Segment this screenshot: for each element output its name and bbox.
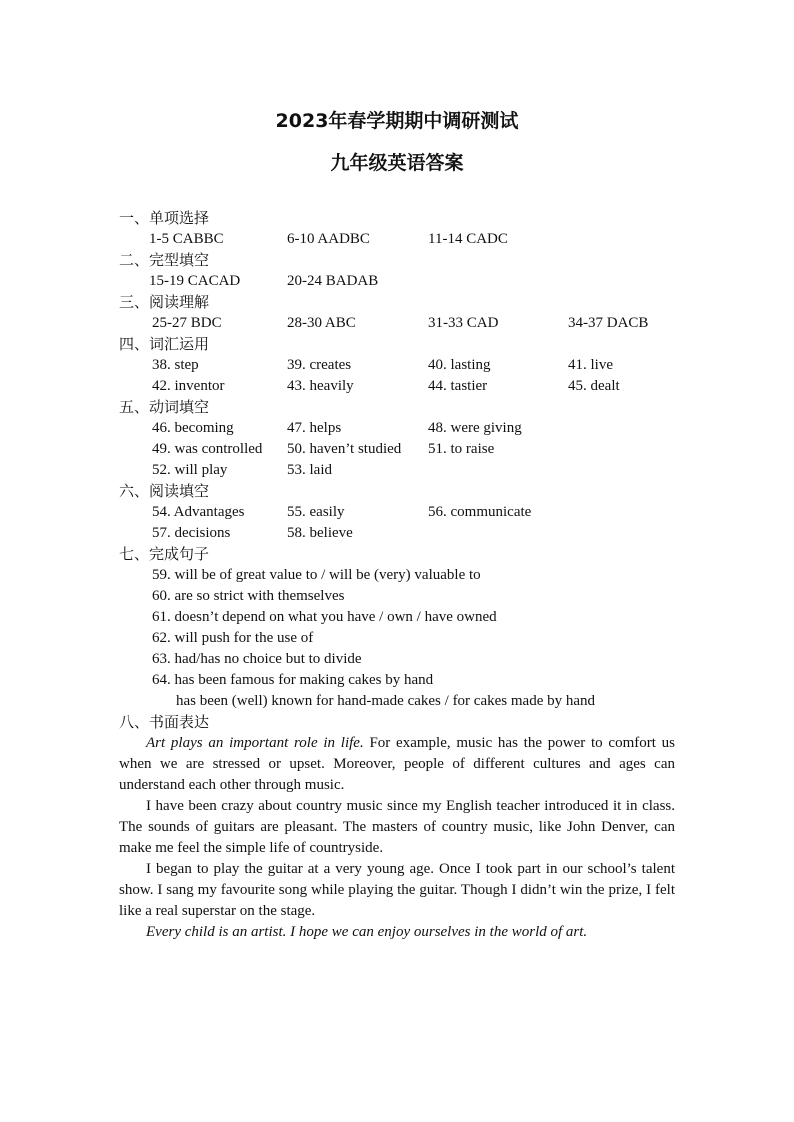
answer-item: 15-19 CACAD [149, 273, 241, 289]
answer-item: 50. haven’t studied [287, 441, 402, 457]
essay-paragraph-1-text: For example, music has the power to comfort us when we are stressed or upset. Moreover, people of different cultures and ages can understand each other through music. [119, 735, 675, 793]
answer-row [119, 355, 675, 376]
answer-key [119, 208, 675, 943]
sentence-answer: 62. will push for the use of [152, 630, 314, 646]
answer-item: 38. step [152, 357, 199, 373]
answer-item: 51. to raise [428, 441, 495, 457]
answer-row [119, 502, 675, 523]
answer-item: 46. becoming [152, 420, 234, 436]
answer-item: 34-37 DACB [568, 315, 649, 331]
answer-item: 41. live [568, 357, 613, 373]
answer-item: 56. communicate [428, 504, 532, 520]
section-heading-cloze: 二、完型填空 [119, 251, 210, 269]
section-heading-verb-fill: 五、动词填空 [119, 398, 210, 416]
page-title: 2023年春学期期中调研测试 [275, 110, 519, 132]
answer-item: 6-10 AADBC [287, 231, 370, 247]
answer-item: 28-30 ABC [287, 315, 356, 331]
section-heading-sentence-completion: 七、完成句子 [119, 545, 210, 563]
answer-row [119, 271, 675, 292]
answer-item: 43. heavily [287, 378, 354, 394]
answer-item: 55. easily [287, 504, 345, 520]
answer-row [119, 313, 675, 334]
answer-item: 49. was controlled [152, 441, 263, 457]
answer-row [119, 229, 675, 250]
essay-topic-sentence: Art plays an important role in life. [146, 735, 364, 751]
answer-item: 52. will play [152, 462, 228, 478]
sentence-answer-alternative: has been (well) known for hand-made cakes / for cakes made by hand [176, 693, 596, 709]
answer-item: 25-27 BDC [152, 315, 222, 331]
answer-row [119, 418, 675, 439]
answer-item: 57. decisions [152, 525, 231, 541]
section-heading-vocabulary: 四、词汇运用 [119, 335, 210, 353]
sentence-answer: 61. doesn’t depend on what you have / own / have owned [152, 609, 497, 625]
answer-item: 39. creates [287, 357, 352, 373]
answer-item: 45. dealt [568, 378, 620, 394]
essay-paragraph-2: I have been crazy about country music since my English teacher introduced it in class. The sounds of guitars are pleasant. The masters of country music, like John Denver, can make me feel the simple life of countryside. [119, 798, 675, 856]
answer-item: 31-33 CAD [428, 315, 499, 331]
essay-paragraph-1 [119, 733, 675, 796]
essay-paragraph-4 [119, 922, 675, 943]
answer-item: 11-14 CADC [428, 231, 508, 247]
section-heading-reading-fill: 六、阅读填空 [119, 482, 210, 500]
sentence-answer: 60. are so strict with themselves [152, 588, 345, 604]
answer-row [119, 439, 675, 460]
answer-item: 47. helps [287, 420, 342, 436]
answer-item: 20-24 BADAB [287, 273, 379, 289]
answer-row [119, 460, 675, 481]
section-heading-multiple-choice: 一、单项选择 [119, 209, 210, 227]
answer-item: 48. were giving [428, 420, 522, 436]
answer-item: 42. inventor [152, 378, 225, 394]
answer-item: 58. believe [287, 525, 353, 541]
sentence-answer: 64. has been famous for making cakes by hand [152, 672, 434, 688]
section-heading-writing: 八、书面表达 [119, 713, 210, 731]
answer-row [119, 376, 675, 397]
page-subtitle: 九年级英语答案 [330, 152, 464, 174]
answer-item: 54. Advantages [152, 504, 245, 520]
answer-item: 40. lasting [428, 357, 491, 373]
essay-closing-sentence: Every child is an artist. I hope we can enjoy ourselves in the world of art. [146, 924, 588, 940]
answer-item: 53. laid [287, 462, 332, 478]
sentence-answer: 59. will be of great value to / will be (very) valuable to [152, 567, 481, 583]
answer-item: 1-5 CABBC [149, 231, 224, 247]
essay-paragraph-3: I began to play the guitar at a very young age. Once I took part in our school’s talent show. I sang my favourite song while playing the guitar. Though I didn’t win the prize, I felt like a real superstar on the stage. [119, 861, 675, 919]
sentence-answer: 63. had/has no choice but to divide [152, 651, 362, 667]
answer-item: 44. tastier [428, 378, 488, 394]
answer-row [119, 523, 675, 544]
section-heading-reading: 三、阅读理解 [119, 293, 210, 311]
